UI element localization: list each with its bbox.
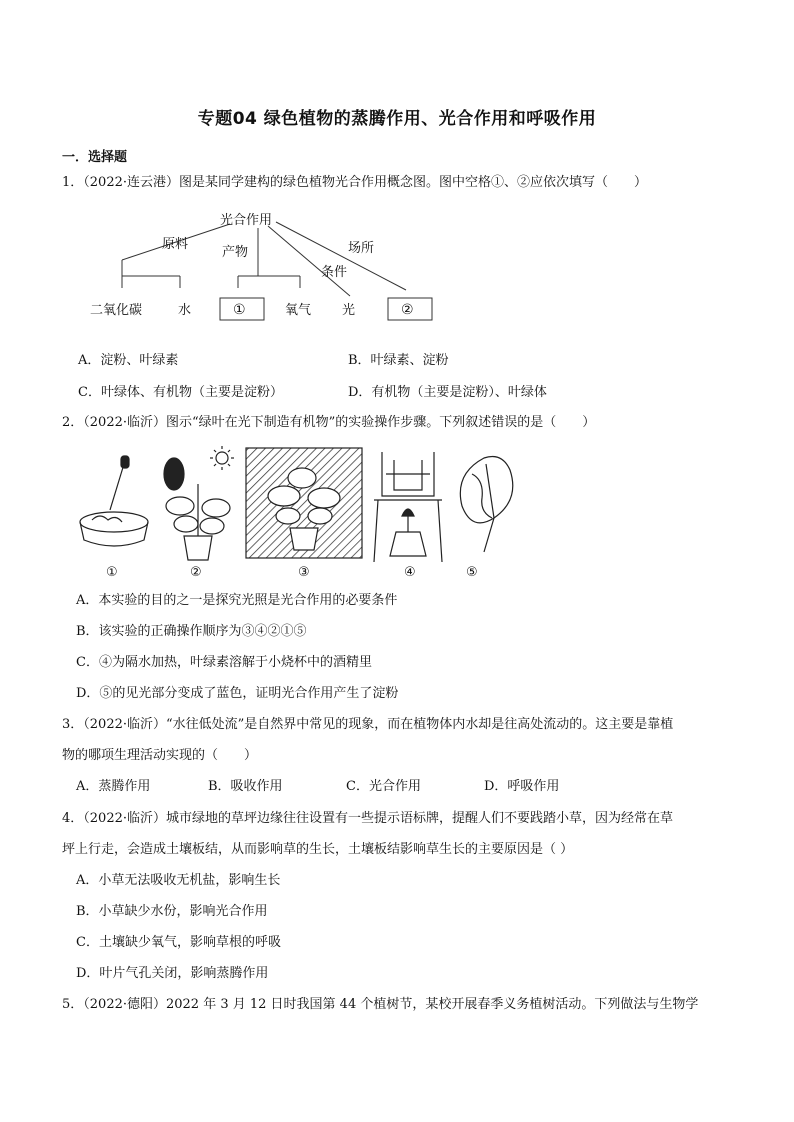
q1-option-c: C．叶绿体、有机物（主要是淀粉） xyxy=(78,385,283,400)
q1-option-d: D．有机物（主要是淀粉）、叶绿体 xyxy=(348,385,547,400)
step-5-leaf-icon xyxy=(460,457,512,553)
q4-option-d: D．叶片气孔关闭，影响蒸腾作用 xyxy=(76,966,269,981)
diagram-leaf-water: 水 xyxy=(178,303,192,318)
question-4-text-line-1: 4．（2022·临沂）城市绿地的草坪边缘往往设置有一些提示语标牌，提醒人们不要践踏小草，因为经常在草 xyxy=(62,811,673,826)
question-1-text: 1．（2022·连云港）图是某同学建构的绿色植物光合作用概念图。图中空格①、②应依次填写（ ） xyxy=(62,175,647,190)
diagram-root-label: 光合作用 xyxy=(220,213,273,228)
diagram-leaf-blank-1: ① xyxy=(233,302,246,318)
page-title: 专题04 绿色植物的蒸腾作用、光合作用和呼吸作用 xyxy=(197,109,597,129)
experiment-steps-figure xyxy=(74,444,524,580)
question-3-text-line-1: 3．（2022·临沂）“水往低处流”是自然界中常见的现象，而在植物体内水却是往高处流动的。这主要是靠植 xyxy=(62,717,674,732)
q2-option-c: C．④为隔水加热，叶绿素溶解于小烧杯中的酒精里 xyxy=(76,655,372,670)
q4-option-a: A．小草无法吸收无机盐，影响生长 xyxy=(76,873,281,888)
question-5-text: 5．（2022·德阳）2022 年 3 月 12 日时我国第 44 个植树节，某校开展春季义务植树活动。下列做法与生物学 xyxy=(62,997,699,1012)
q2-option-a: A．本实验的目的之一是探究光照是光合作用的必要条件 xyxy=(76,593,398,608)
diagram-branch-product-label: 产物 xyxy=(222,245,249,260)
figure-label-3: ③ xyxy=(298,565,310,580)
q3-option-a: A．蒸腾作用 xyxy=(76,779,151,794)
q1-option-a: A．淀粉、叶绿素 xyxy=(78,353,179,368)
q3-option-d: D．呼吸作用 xyxy=(484,779,560,794)
section-heading: 一．选择题 xyxy=(62,150,128,165)
diagram-branch-raw-label: 原料 xyxy=(162,237,189,252)
diagram-branch-place-label: 场所 xyxy=(348,241,375,256)
diagram-branch-condition-label: 条件 xyxy=(321,265,348,280)
q3-option-b: B．吸收作用 xyxy=(208,779,283,794)
q2-option-d: D．⑤的见光部分变成了蓝色，证明光合作用产生了淀粉 xyxy=(76,686,399,701)
figure-label-5: ⑤ xyxy=(466,565,478,580)
question-4-text-line-2: 坪上行走，会造成土壤板结，从而影响草的生长，土壤板结影响草生长的主要原因是（ ） xyxy=(62,842,574,857)
q4-option-c: C．土壤缺少氧气，影响草根的呼吸 xyxy=(76,935,281,950)
q3-option-c: C．光合作用 xyxy=(346,779,421,794)
diagram-leaf-oxygen: 氧气 xyxy=(285,303,312,318)
step-2-plant-icon xyxy=(164,446,234,560)
step-1-dish-icon xyxy=(80,456,148,546)
q4-option-b: B．小草缺少水份，影响光合作用 xyxy=(76,904,268,919)
q1-option-b: B．叶绿素、淀粉 xyxy=(348,353,449,368)
diagram-leaf-blank-2: ② xyxy=(401,302,414,318)
step-3-dark-box-icon xyxy=(246,448,362,558)
figure-label-4: ④ xyxy=(404,565,416,580)
step-4-water-bath-icon xyxy=(374,452,442,562)
question-2-text: 2．（2022·临沂）图示“绿叶在光下制造有机物”的实验操作步骤。下列叙述错误的是（ ） xyxy=(62,415,596,430)
question-3-text-line-2: 物的哪项生理活动实现的（ ） xyxy=(62,748,258,763)
diagram-leaf-light: 光 xyxy=(342,303,356,318)
diagram-leaf-co2: 二氧化碳 xyxy=(90,303,143,318)
concept-map-diagram xyxy=(80,204,450,328)
q2-option-b: B．该实验的正确操作顺序为③④②①⑤ xyxy=(76,624,307,639)
figure-label-2: ② xyxy=(190,565,202,580)
figure-label-1: ① xyxy=(106,565,118,580)
